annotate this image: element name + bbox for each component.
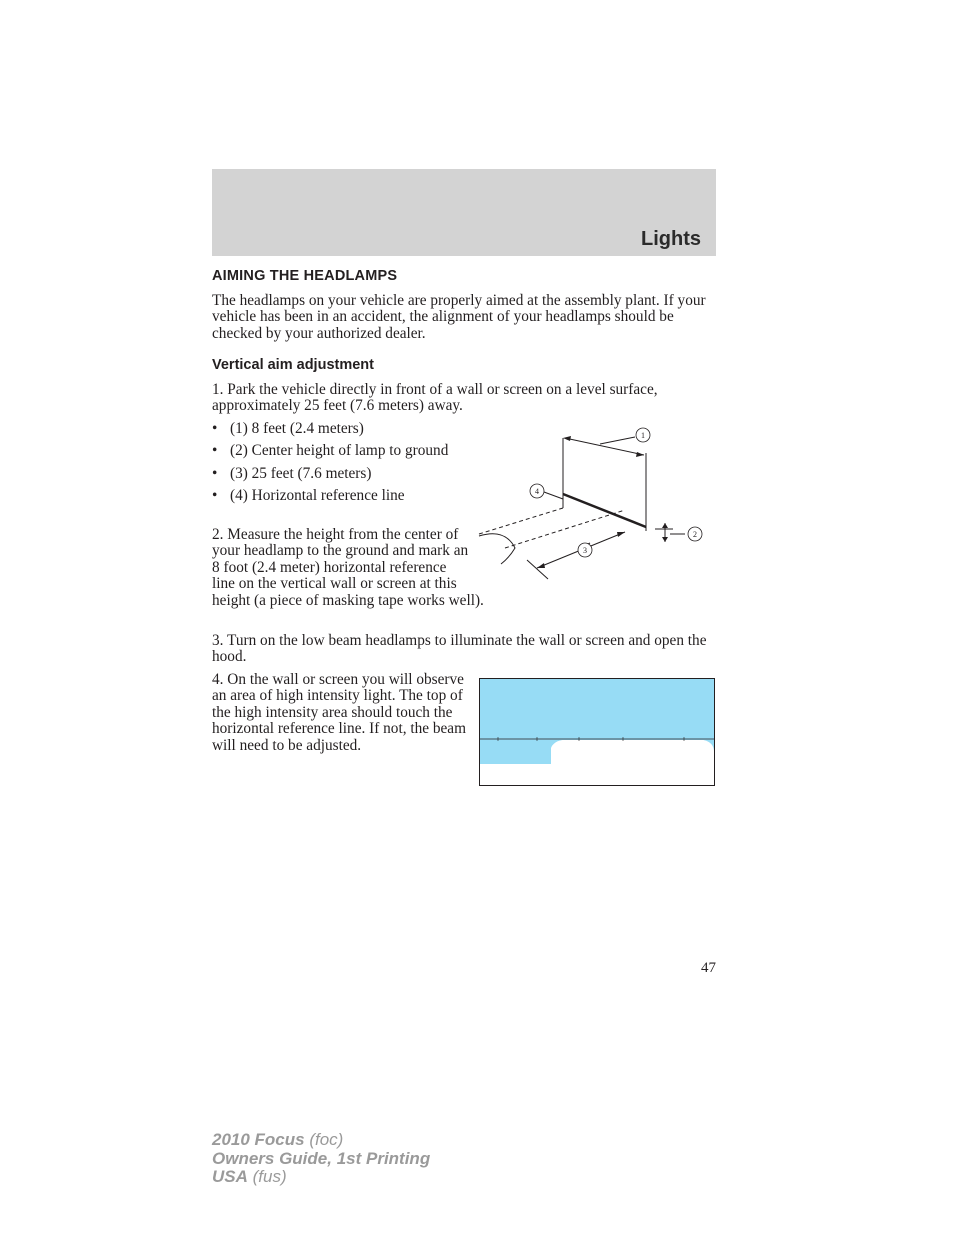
callout-4: 4 bbox=[535, 487, 539, 496]
footer-model: 2010 Focus bbox=[212, 1130, 305, 1149]
callout-1: 1 bbox=[641, 431, 645, 440]
legend-item: • (4) Horizontal reference line bbox=[212, 488, 452, 504]
chapter-title: Lights bbox=[641, 228, 701, 250]
high-intensity-area bbox=[480, 679, 714, 739]
step-2-tail: height (a piece of masking tape works well). bbox=[212, 591, 484, 609]
callout-3: 3 bbox=[583, 546, 587, 555]
footer-market: USA bbox=[212, 1167, 248, 1186]
footer-model-code: (foc) bbox=[309, 1130, 344, 1149]
dimension-1-line bbox=[565, 438, 644, 455]
intro-paragraph: The headlamps on your vehicle are properly aimed at the assembly plant. If your vehicle has been in an accident, the alignment of your headlamps should be checked by your authorized dealer. bbox=[212, 292, 706, 342]
page-number: 47 bbox=[701, 960, 716, 976]
section-heading: AIMING THE HEADLAMPS bbox=[212, 268, 398, 284]
callout-2: 2 bbox=[693, 530, 697, 539]
headlamp-aim-diagram bbox=[475, 424, 715, 584]
callout-1-leader bbox=[600, 437, 635, 444]
document-footer bbox=[212, 1131, 430, 1187]
step-3: 3. Turn on the low beam headlamps to illuminate the wall or screen and open the hood. bbox=[212, 632, 707, 666]
chapter-header-band bbox=[212, 169, 716, 256]
legend-item: • (3) 25 feet (7.6 meters) bbox=[212, 466, 452, 482]
beam-pattern-diagram bbox=[479, 678, 715, 786]
legend-item: • (2) Center height of lamp to ground bbox=[212, 443, 452, 459]
legend-item: • (1) 8 feet (2.4 meters) bbox=[212, 421, 452, 437]
step-1: 1. Park the vehicle directly in front of a wall or screen on a level surface, approximately 25 feet (7.6 meters) away. bbox=[212, 381, 658, 415]
vertical-aim-heading: Vertical aim adjustment bbox=[212, 357, 374, 373]
footer-edition: Owners Guide, 1st Printing bbox=[212, 1148, 431, 1168]
diagram-legend-list bbox=[212, 421, 452, 511]
footer-market-code: (fus) bbox=[252, 1167, 287, 1186]
horizontal-reference-line bbox=[563, 494, 646, 527]
headlamp-sketch bbox=[479, 534, 515, 564]
step-2-text: 2. Measure the height from the center of your headlamp to the ground and mark an 8 foot (2.4 meter) horizontal reference line on the vertical wall or screen at this bbox=[212, 526, 469, 593]
step-4: 4. On the wall or screen you will observe an area of high intensity light. The top of the high intensity area should touch the horizontal reference line. If not, the beam will need to be adjusted. bbox=[212, 671, 466, 754]
